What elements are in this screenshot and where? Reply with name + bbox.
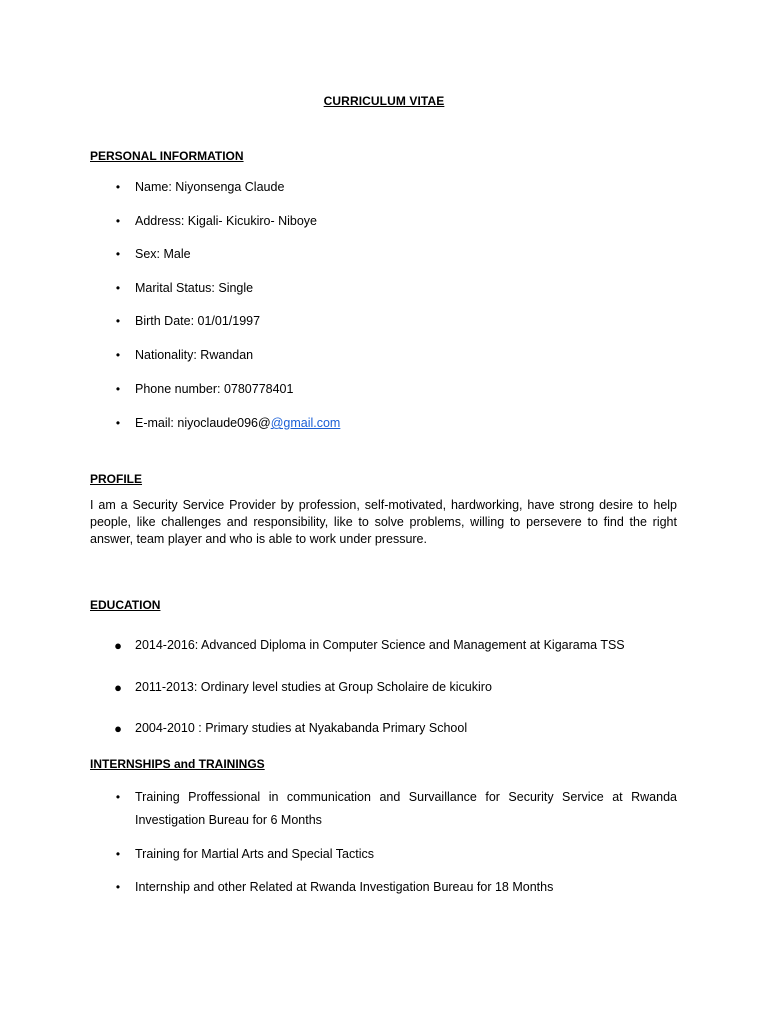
bullet-icon: •	[115, 847, 121, 861]
personal-sex: Sex: Male	[135, 247, 191, 261]
email-link[interactable]: @gmail.com	[270, 416, 341, 430]
personal-information-heading: PERSONAL INFORMATION	[90, 149, 244, 163]
internship-item: Training for Martial Arts and Special Tactics	[135, 847, 374, 861]
bullet-icon: •	[115, 214, 121, 228]
education-heading: EDUCATION	[90, 598, 161, 612]
internships-heading: INTERNSHIPS and TRAININGS	[90, 757, 265, 771]
bullet-icon: ●	[114, 721, 122, 736]
profile-heading: PROFILE	[90, 472, 143, 486]
personal-marital-status: Marital Status: Single	[135, 281, 254, 295]
bullet-icon: •	[115, 247, 121, 261]
internship-item: Training Proffessional in communication and Survaillance for Security Service at Rwanda Investigation Bureau for 6 Months	[135, 790, 677, 827]
education-item: 2014-2016: Advanced Diploma in Computer Science and Management at Kigarama TSS	[135, 638, 625, 652]
document-title: CURRICULUM VITAE	[323, 94, 445, 108]
bullet-icon: ●	[114, 680, 122, 695]
bullet-icon: •	[115, 790, 121, 804]
profile-paragraph: I am a Security Service Provider by profession, self-motivated, hardworking, have strong desire to help people, like challenges and responsibility, like to solve problems, willing to persevere to find the right answer, team player and who is able to work under pressure.	[90, 498, 677, 546]
bullet-icon: •	[115, 281, 121, 295]
personal-birth-date: Birth Date: 01/01/1997	[135, 314, 261, 328]
personal-name: Name: Niyonsenga Claude	[135, 180, 285, 194]
bullet-icon: •	[115, 880, 121, 894]
education-item: 2011-2013: Ordinary level studies at Group Scholaire de kicukiro	[135, 680, 492, 694]
personal-phone: Phone number: 0780778401	[135, 382, 294, 396]
bullet-icon: ●	[114, 638, 122, 653]
bullet-icon: •	[115, 348, 121, 362]
bullet-icon: •	[115, 314, 121, 328]
personal-address: Address: Kigali- Kicukiro- Niboye	[135, 214, 318, 228]
personal-nationality: Nationality: Rwandan	[135, 348, 254, 362]
bullet-icon: •	[115, 180, 121, 194]
education-item: 2004-2010 : Primary studies at Nyakabanda Primary School	[135, 721, 468, 735]
email-label: E-mail: niyoclaude096@	[135, 416, 271, 430]
bullet-icon: •	[115, 382, 121, 396]
bullet-icon: •	[115, 416, 121, 430]
internship-item: Internship and other Related at Rwanda Investigation Bureau for 18 Months	[135, 880, 554, 894]
personal-email	[135, 415, 677, 432]
